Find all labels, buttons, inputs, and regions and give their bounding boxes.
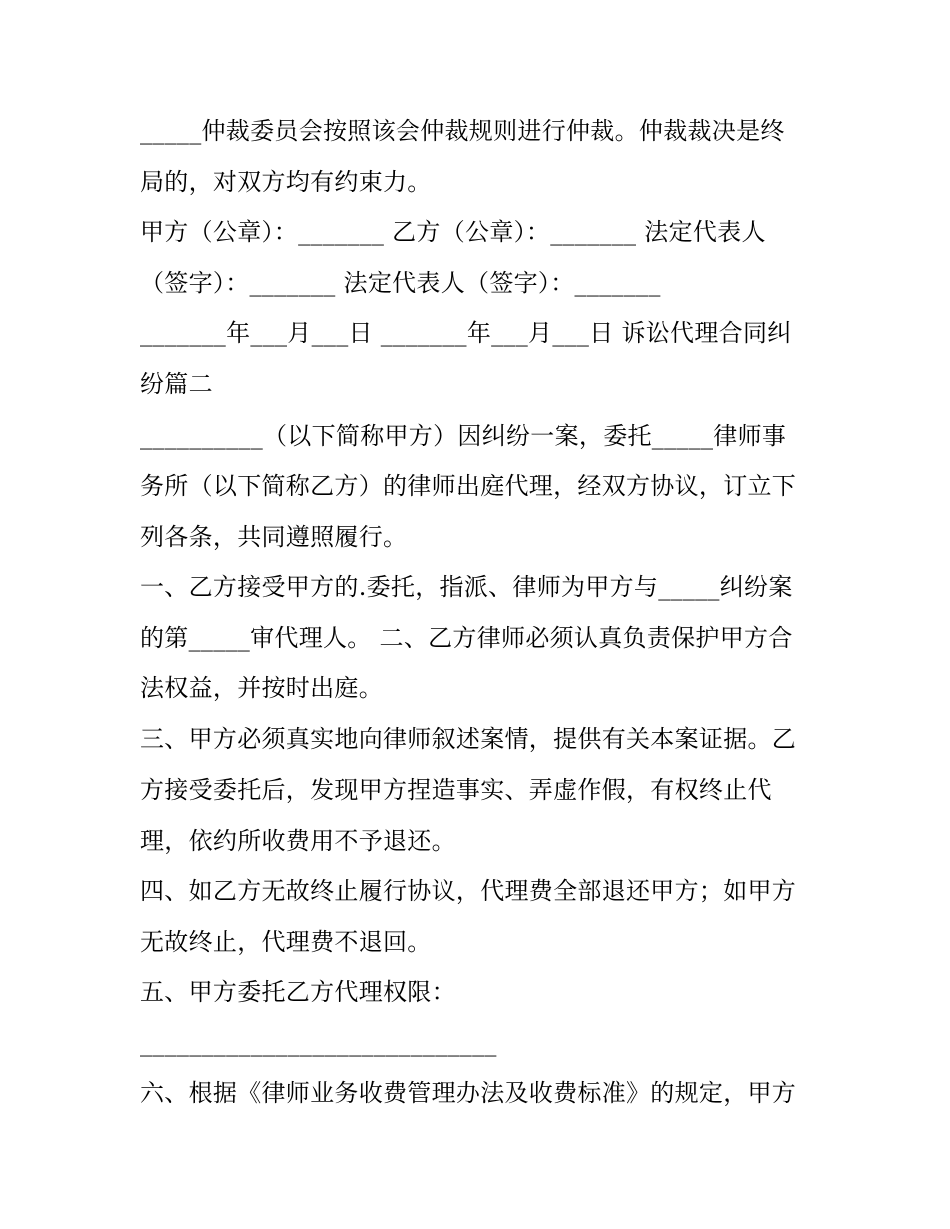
clause-five-blank: _____________________________ xyxy=(140,1029,497,1057)
clause-two-end: 法权益，并按时出庭。 xyxy=(140,674,383,702)
clause-one: 一、乙方接受甲方的.委托，指派、律师为甲方与_____纠纷案 xyxy=(140,573,793,601)
clause-one-two: 的第_____审代理人。 二、乙方律师必须认真负责保护甲方合 xyxy=(140,624,793,652)
text-line-binding: 局的，对双方均有约束力。 xyxy=(140,168,432,196)
text-line-signatures: （签字）：_______ 法定代表人（签字）：_______ xyxy=(140,269,661,297)
clause-four: 四、如乙方无故终止履行协议，代理费全部退还甲方；如甲方 xyxy=(140,877,797,905)
section-heading-part-two: 纷篇二 xyxy=(140,370,213,398)
text-line-dates: _______年___月___日 _______年___月___日 诉讼代理合同纠 xyxy=(140,319,792,347)
clause-three: 三、甲方必须真实地向律师叙述案情，提供有关本案证据。乙 xyxy=(140,725,797,753)
clause-six: 六、根据《律师业务收费管理办法及收费标准》的规定，甲方 xyxy=(140,1079,797,1107)
text-line-seals: 甲方（公章）：_______ 乙方（公章）：_______ 法定代表人 xyxy=(140,218,766,246)
text-line-arbitration: _____仲裁委员会按照该会仲裁规则进行仲裁。仲裁裁决是终 xyxy=(140,117,785,145)
clause-four-end: 无故终止，代理费不退回。 xyxy=(140,928,432,956)
clause-five: 五、甲方委托乙方代理权限： xyxy=(140,978,456,1006)
text-line-intro: __________（以下简称甲方）因纠纷一案，委托_____律师事 xyxy=(140,422,787,450)
text-line-intro-cont: 务所（以下简称乙方）的律师出庭代理，经双方协议，订立下 xyxy=(140,472,797,500)
clause-three-end: 理，依约所收费用不予退还。 xyxy=(140,827,456,855)
text-line-intro-end: 列各条，共同遵照履行。 xyxy=(140,523,408,551)
clause-three-cont: 方接受委托后，发现甲方捏造事实、弄虚作假，有权终止代 xyxy=(140,776,772,804)
